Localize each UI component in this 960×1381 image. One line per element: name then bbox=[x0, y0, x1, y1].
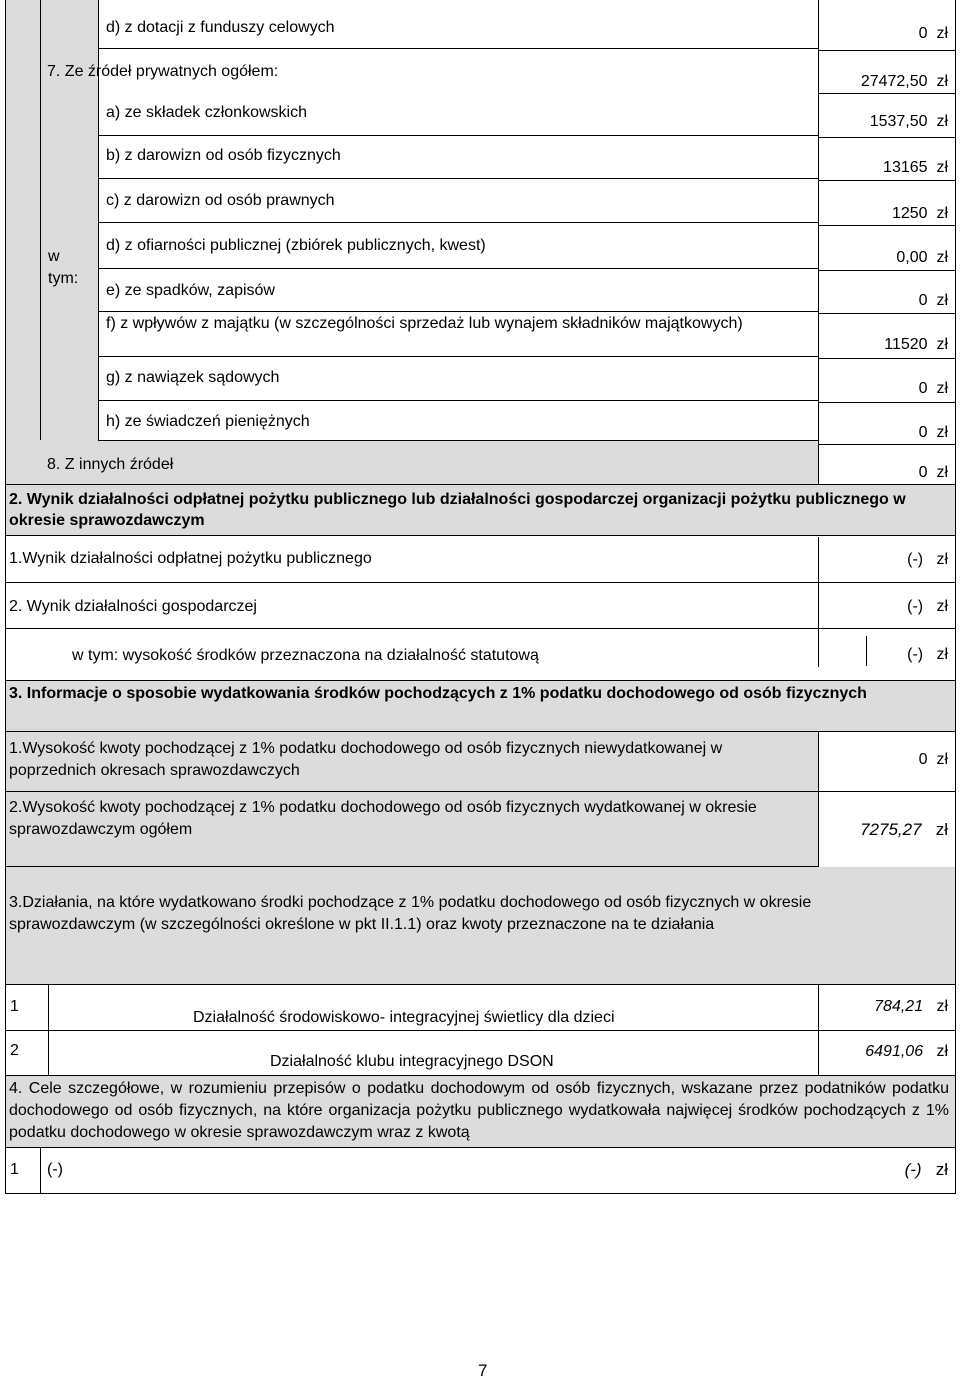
page-number: 7 bbox=[478, 1361, 488, 1380]
row-e-spadki-value: 0 zł bbox=[918, 292, 948, 309]
row-7-prywatne-value: 27472,50 zł bbox=[860, 73, 948, 90]
row-e-spadki-label: e) ze spadków, zapisów bbox=[106, 282, 275, 299]
row-g-nawiazki-label: g) z nawiązek sądowych bbox=[106, 369, 280, 386]
row-d-dotacje-value: 0 zł bbox=[918, 25, 948, 42]
goal-row bbox=[5, 1148, 956, 1194]
row-b-darowizny-fiz-label: b) z darowizn od osób fizycznych bbox=[106, 147, 341, 164]
wydatkowana-value: 7275,27 zł bbox=[860, 820, 948, 839]
activity-1-value: 784,21 zł bbox=[874, 998, 948, 1015]
goal-name: (-) bbox=[47, 1161, 63, 1178]
activity-1-no: 1 bbox=[10, 998, 19, 1015]
row-c-darowizny-praw-value: 1250 zł bbox=[891, 205, 948, 222]
row-d-ofiarnosc-label: d) z ofiarności publicznej (zbiórek publicznych, kwest) bbox=[106, 237, 486, 254]
w-tym-label: w tym: bbox=[48, 248, 79, 287]
row-c-darowizny-praw-label: c) z darowizn od osób prawnych bbox=[106, 192, 335, 209]
row-g-nawiazki-value: 0 zł bbox=[918, 380, 948, 397]
row-a-skladki-value: 1537,50 zł bbox=[869, 113, 948, 130]
activity-2-name: Działalność klubu integracyjnego DSON bbox=[270, 1053, 554, 1070]
row-7-prywatne-label: 7. Ze źródeł prywatnych ogółem: bbox=[47, 63, 279, 80]
statutowa-value: (-) zł bbox=[907, 646, 948, 663]
row-f-majatek-value: 11520 zł bbox=[884, 336, 948, 353]
row-h-swiadczenia-value: 0 zł bbox=[918, 424, 948, 441]
activity-2-no: 2 bbox=[10, 1042, 19, 1059]
goal-no: 1 bbox=[10, 1161, 19, 1178]
wynik-gospodarczej-label: 2. Wynik działalności gospodarczej bbox=[9, 598, 257, 615]
niewydatkowana-label: 1.Wysokość kwoty pochodzącej z 1% podatku dochodowego od osób fizycznych niewydatkowanej w poprzednich okresach sprawozdawczych bbox=[9, 740, 723, 779]
wynik-odplatnej-value: (-) zł bbox=[907, 551, 948, 568]
activity-1-name: Działalność środowiskowo- integracyjnej świetlicy dla dzieci bbox=[193, 1009, 615, 1026]
row-h-swiadczenia-label: h) ze świadczeń pieniężnych bbox=[106, 413, 310, 430]
section3-heading: 3. Informacje o sposobie wydatkowania środków pochodzących z 1% podatku dochodowego od osób fizycznych bbox=[9, 685, 867, 702]
row-d-ofiarnosc-value: 0,00 zł bbox=[896, 249, 948, 266]
activity-2-value: 6491,06 zł bbox=[865, 1043, 948, 1060]
row-a-skladki-label: a) ze składek członkowskich bbox=[106, 104, 307, 121]
statutowa-label: w tym: wysokość środków przeznaczona na działalność statutową bbox=[72, 647, 539, 664]
row-f-majatek-label: f) z wpływów z majątku (w szczególności sprzedaż lub wynajem składników majątkowych) bbox=[106, 315, 743, 332]
row-8-inne-label: 8. Z innych źródeł bbox=[47, 456, 174, 473]
row-d-dotacje-label: d) z dotacji z funduszy celowych bbox=[106, 19, 335, 36]
wydatkowana-label: 2.Wysokość kwoty pochodzącej z 1% podatku dochodowego od osób fizycznych wydatkowanej w okresie sprawozdawczym ogółem bbox=[9, 799, 757, 838]
wynik-gospodarczej-value: (-) zł bbox=[907, 598, 948, 615]
wynik-odplatnej-label: 1.Wynik działalności odpłatnej pożytku publicznego bbox=[9, 550, 372, 567]
section2-heading: 2. Wynik działalności odpłatnej pożytku publicznego lub działalności gospodarczej organizacji pożytku publicznego w okresie sprawozdawczym bbox=[9, 491, 906, 529]
row-8-inne-value: 0 zł bbox=[918, 464, 948, 481]
niewydatkowana-value: 0 zł bbox=[918, 751, 948, 768]
cele-label: 4. Cele szczegółowe, w rozumieniu przepisów o podatku dochodowym od osób fizycznych, wskazane przez podatników podatku dochodowego od osób fizycznych, na które organizacja pożytku publicznego wydatkowała najwięcej środków pochodzących z 1% podatku dochodowego w okresie sprawozdawczym wraz z kwotą bbox=[9, 1080, 949, 1141]
dzialania-label: 3.Działania, na które wydatkowano środki pochodzące z 1% podatku dochodowego od osób fizycznych w okresie sprawozdawczym (w szczególności określone w pkt II.1.1) oraz kwoty przeznaczone na te działania bbox=[9, 894, 812, 933]
row-b-darowizny-fiz-value: 13165 zł bbox=[883, 159, 948, 176]
goal-value: (-) zł bbox=[904, 1160, 948, 1179]
